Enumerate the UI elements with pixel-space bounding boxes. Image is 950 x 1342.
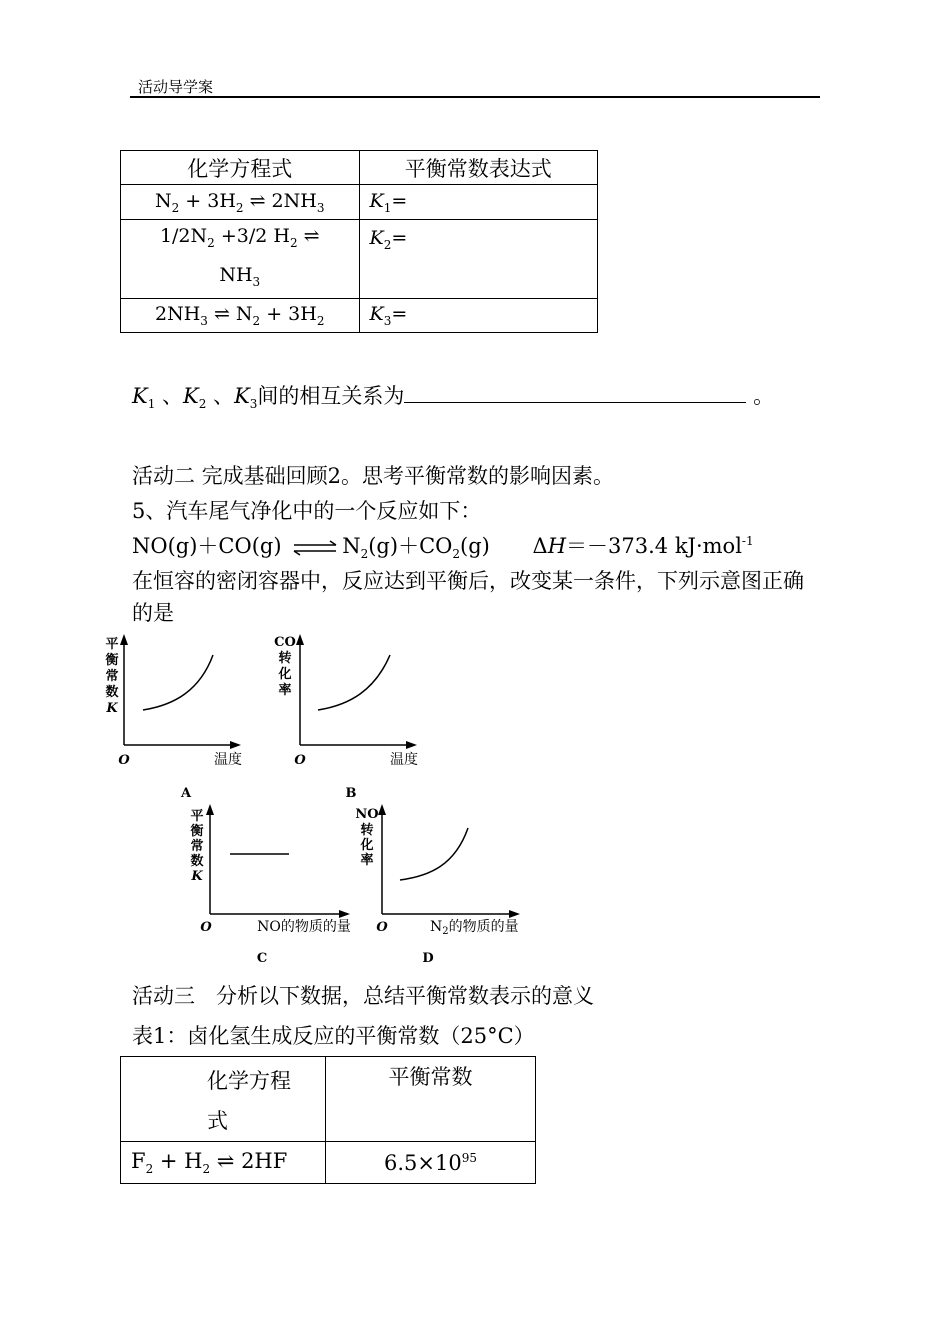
graph-c-ylabel-3: 常 bbox=[190, 839, 204, 854]
question-5-stem-line2: 的是 bbox=[132, 601, 174, 625]
equation-cell: $F_2 + H_2$ ⇌ 2HF bbox=[121, 1142, 326, 1184]
graph-a-ylabel-4: 数 bbox=[105, 685, 119, 700]
hydrogen-halide-table bbox=[120, 1056, 536, 1184]
graph-a-ylabel-3: 常 bbox=[105, 669, 119, 684]
graph-b-origin: O bbox=[294, 753, 306, 768]
activity-three-heading: 活动三 分析以下数据，总结平衡常数表示的意义 bbox=[132, 984, 594, 1008]
graph-b[interactable] bbox=[274, 634, 418, 801]
table1-header-expression: 平衡常数表达式 bbox=[359, 151, 598, 185]
equilibrium-arrow-icon bbox=[290, 540, 340, 556]
table-row bbox=[121, 1142, 536, 1184]
graph-b-ylabel-4: 率 bbox=[278, 683, 292, 698]
graph-a[interactable] bbox=[105, 634, 242, 801]
graph-b-ylabel-3: 化 bbox=[278, 667, 292, 682]
graph-c-xlabel: NO的物质的量 bbox=[257, 919, 351, 935]
k-expression-cell: $K_3=$ bbox=[359, 298, 598, 332]
k-expression-cell: $K_1=$ bbox=[359, 185, 598, 220]
page-header-title: 活动导学案 bbox=[138, 78, 214, 96]
graph-a-ylabel-1: 平 bbox=[105, 637, 119, 652]
graph-d-ylabel-4: 率 bbox=[360, 853, 374, 868]
graph-d-tag: D bbox=[422, 951, 434, 966]
table2-header-constant: 平衡常数 bbox=[326, 1057, 536, 1142]
graph-c-ylabel-2: 衡 bbox=[190, 824, 204, 839]
equation-cell: $1/2N_2 +3/2$ $H_2$ ⇌ $NH_3$ bbox=[121, 220, 360, 299]
graph-d-ylabel-3: 化 bbox=[360, 838, 374, 853]
table-row bbox=[121, 298, 598, 332]
equation-cell: $N_2 + 3H_2$ ⇌ $2NH_3$ bbox=[121, 185, 360, 220]
question-5-title: 5、汽车尾气净化中的一个反应如下： bbox=[132, 499, 482, 523]
graph-a-origin: O bbox=[118, 753, 130, 768]
table-row bbox=[121, 185, 598, 220]
graph-b-ylabel-2: 转 bbox=[278, 651, 292, 666]
table2-caption: 表1：卤化氢生成反应的平衡常数（25°C） bbox=[132, 1024, 535, 1048]
activity-two-heading: 活动二 完成基础回顾2。思考平衡常数的影响因素。 bbox=[132, 464, 615, 488]
question-5-stem-line1: 在恒容的密闭容器中，反应达到平衡后，改变某一条件，下列示意图正确 bbox=[132, 569, 804, 593]
reaction-equation: NO(g)＋CO(g) $N_2(g)+CO_2(g)$ ΔH＝－373.4 kJ·mol$^{-1}$ bbox=[132, 534, 754, 562]
graph-a-tag: A bbox=[180, 786, 192, 801]
graph-b-tag: B bbox=[345, 786, 357, 801]
graph-d-ylabel-2: 转 bbox=[360, 823, 374, 838]
table2-header-equation: 化学方程 式 bbox=[121, 1057, 326, 1142]
graph-c-origin: O bbox=[200, 920, 212, 935]
graph-d-xlabel: $N_2$的物质的量 bbox=[430, 919, 519, 937]
graph-d-ylabel-1: NO bbox=[355, 807, 379, 822]
graph-a-ylabel-5: K bbox=[106, 701, 118, 716]
table-row bbox=[121, 220, 598, 299]
table1-header-equation: 化学方程式 bbox=[121, 151, 360, 185]
option-graphs bbox=[0, 620, 950, 970]
constant-cell: $6.5\times 10^{95}$ bbox=[326, 1142, 536, 1184]
equilibrium-expression-table bbox=[120, 150, 598, 333]
graph-d-origin: O bbox=[376, 920, 388, 935]
graph-c[interactable] bbox=[190, 804, 351, 966]
graph-a-ylabel-2: 衡 bbox=[105, 653, 119, 668]
graph-c-ylabel-5: K bbox=[191, 869, 203, 884]
equation-cell: $2NH_3$ ⇌ $N_2 + 3H_2$ bbox=[121, 298, 360, 332]
graph-c-ylabel-4: 数 bbox=[190, 854, 204, 869]
graph-d[interactable] bbox=[355, 804, 520, 966]
graph-a-xlabel: 温度 bbox=[214, 752, 242, 768]
header-rule bbox=[130, 96, 820, 98]
graph-b-ylabel-1: CO bbox=[274, 635, 296, 650]
graph-b-xlabel: 温度 bbox=[390, 752, 418, 768]
graph-c-ylabel-1: 平 bbox=[190, 809, 204, 824]
k-expression-cell: $K_2=$ bbox=[359, 220, 598, 299]
k-relation-question: $K_1$ 、$K_2$ 、$K_3$间的相互关系为 。 bbox=[132, 384, 775, 412]
answer-blank[interactable] bbox=[404, 384, 746, 403]
graph-c-tag: C bbox=[256, 951, 268, 966]
